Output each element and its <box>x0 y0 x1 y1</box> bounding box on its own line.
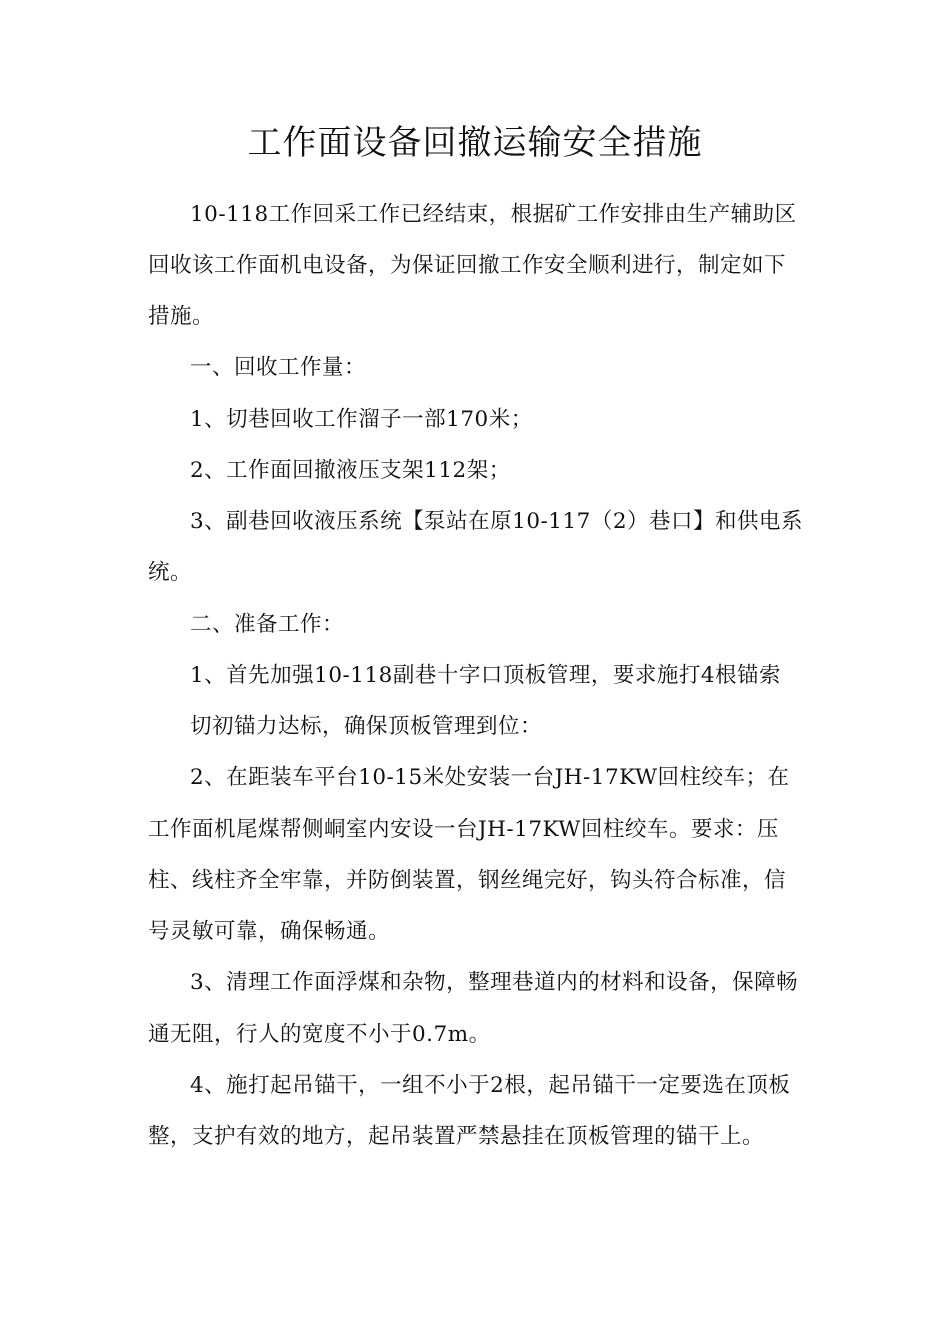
paragraph-line: 措施。 <box>148 304 215 329</box>
list-item: 3、清理工作面浮煤和杂物，整理巷道内的材料和设备，保障畅 <box>190 970 799 995</box>
section-heading: 二、准备工作： <box>190 612 345 637</box>
paragraph-line: 回收该工作面机电设备，为保证回撤工作安全顺利进行，制定如下 <box>148 253 787 278</box>
list-item: 2、工作面回撤液压支架112架； <box>190 458 511 483</box>
list-item-continuation: 工作面机尾煤帮侧峒室内安设一台JH-17KW回柱绞车。要求：压 <box>148 817 779 842</box>
list-item-continuation: 整，支护有效的地方，起吊装置严禁悬挂在顶板管理的锚干上。 <box>148 1124 765 1149</box>
section-heading: 一、回收工作量： <box>190 355 367 380</box>
list-item: 3、副巷回收液压系统【泵站在原10-117（2）巷口】和供电系 <box>190 509 804 534</box>
list-item-continuation: 通无阻，行人的宽度不小于0.7m。 <box>148 1022 491 1047</box>
list-item: 1、首先加强10-118副巷十字口顶板管理，要求施打4根锚索 <box>190 663 782 688</box>
list-item-continuation: 统。 <box>148 560 193 585</box>
list-item-continuation: 号灵敏可靠，确保畅通。 <box>148 919 391 944</box>
list-item-continuation: 切初锚力达标，确保顶板管理到位： <box>190 714 543 739</box>
list-item: 2、在距装车平台10-15米处安装一台JH-17KW回柱绞车；在 <box>190 765 790 790</box>
document-title: 工作面设备回撤运输安全措施 <box>247 123 703 163</box>
list-item: 1、切巷回收工作溜子一部170米； <box>190 407 533 432</box>
list-item-continuation: 柱、线柱齐全牢靠，并防倒装置，钢丝绳完好，钩头符合标准，信 <box>148 868 787 893</box>
list-item: 4、施打起吊锚干，一组不小于2根，起吊锚干一定要选在顶板 <box>190 1073 791 1098</box>
paragraph-line: 10-118工作回采工作已经结束，根据矿工作安排由生产辅助区 <box>190 202 797 227</box>
